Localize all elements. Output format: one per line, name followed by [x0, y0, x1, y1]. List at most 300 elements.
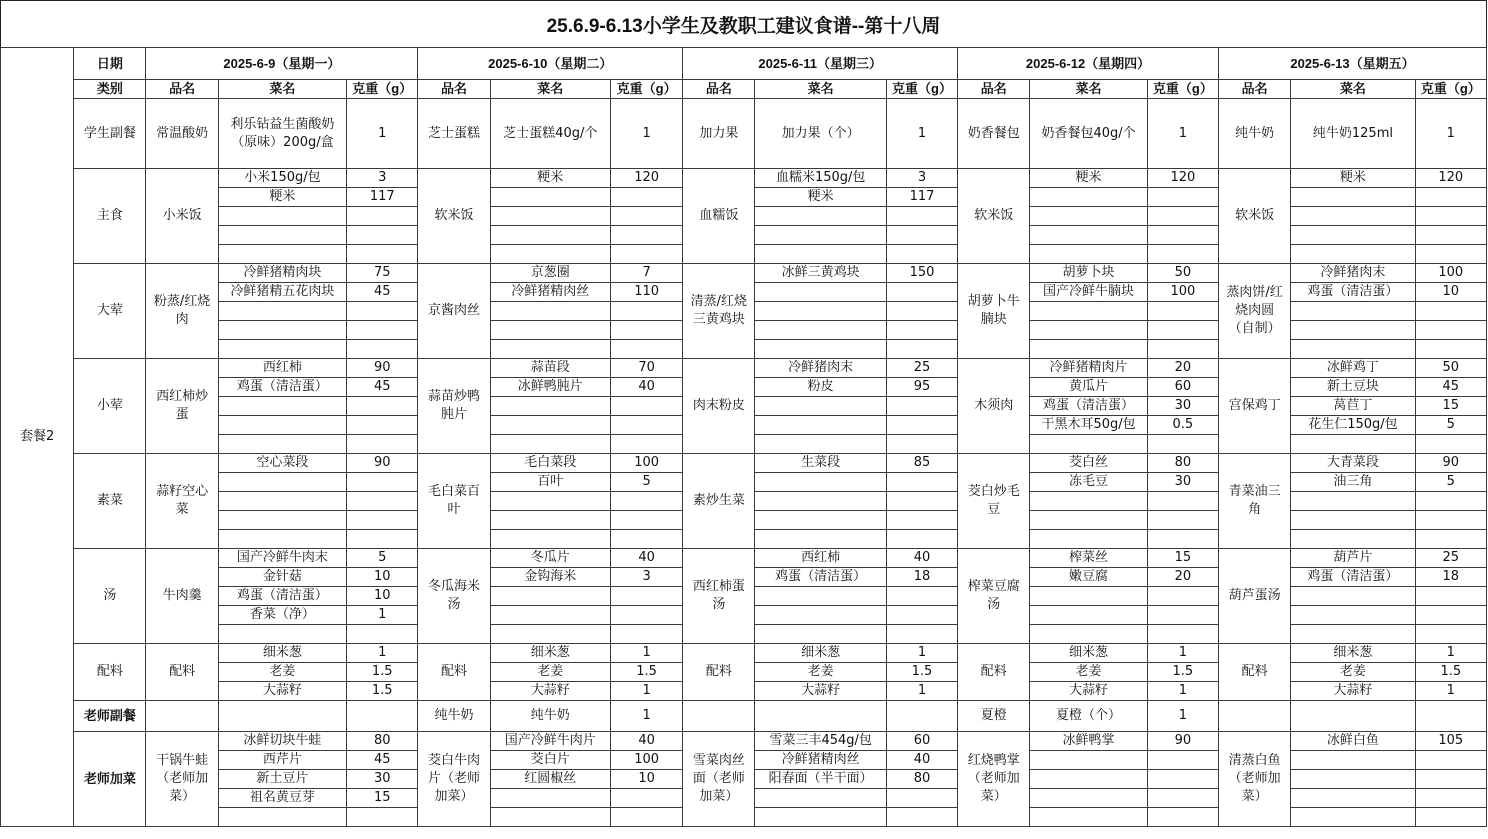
- ingredient-cell: 西红柿: [218, 359, 346, 378]
- ingredient-cell: 老姜: [1030, 663, 1147, 682]
- dish-cell: 蒜籽空心菜: [146, 454, 218, 549]
- weight-cell: [1147, 435, 1218, 454]
- ingredient-cell: 细米葱: [218, 644, 346, 663]
- weight-cell: [886, 587, 957, 606]
- weight-cell: 50: [1147, 264, 1218, 283]
- ingredient-cell: 利乐钻益生菌酸奶（原味）200g/盒: [218, 99, 346, 169]
- weight-cell: 120: [1415, 169, 1486, 188]
- ingredient-cell: 老姜: [218, 663, 346, 682]
- weight-cell: 10: [347, 568, 418, 587]
- ingredient-cell: 芝士蛋糕40g/个: [490, 99, 610, 169]
- ingredient-cell: [755, 397, 886, 416]
- weight-cell: [347, 492, 418, 511]
- weight-cell: 40: [886, 751, 957, 770]
- ingredient-cell: 细米葱: [1291, 644, 1415, 663]
- ingredient-cell: [1291, 435, 1415, 454]
- weight-cell: 10: [610, 770, 682, 789]
- ingredient-cell: [755, 492, 886, 511]
- weight-cell: [347, 302, 418, 321]
- ingredient-cell: [490, 606, 610, 625]
- weight-cell: 75: [347, 264, 418, 283]
- weight-cell: [886, 530, 957, 549]
- weight-cell: 1: [1147, 701, 1218, 732]
- ingredient-cell: [755, 435, 886, 454]
- weight-cell: [886, 789, 957, 808]
- weight-cell: [886, 435, 957, 454]
- dish-cell: 西红柿炒蛋: [146, 359, 218, 454]
- ingredient-cell: 鸡蛋（清洁蛋）: [755, 568, 886, 587]
- weight-cell: 45: [1415, 378, 1486, 397]
- weight-cell: [347, 473, 418, 492]
- weight-cell: [886, 511, 957, 530]
- ingredient-cell: [1030, 302, 1147, 321]
- ingredient-cell: 细米葱: [1030, 644, 1147, 663]
- weight-cell: 45: [347, 378, 418, 397]
- weight-cell: 1: [610, 682, 682, 701]
- weight-cell: 40: [610, 549, 682, 568]
- weight-cell: 25: [886, 359, 957, 378]
- weight-cell: [886, 808, 957, 827]
- ingredient-cell: [490, 789, 610, 808]
- ingredient-cell: [1291, 226, 1415, 245]
- ingredient-cell: [490, 587, 610, 606]
- dish-cell: 软米饭: [1218, 169, 1290, 264]
- weight-cell: 45: [347, 751, 418, 770]
- ingredient-cell: [218, 302, 346, 321]
- ingredient-cell: [1291, 511, 1415, 530]
- weight-cell: [347, 416, 418, 435]
- ingredient-cell: [755, 416, 886, 435]
- weight-cell: 1: [1147, 644, 1218, 663]
- weight-cell: [347, 207, 418, 226]
- dish-column-header: 品名: [683, 80, 755, 99]
- ingredient-cell: [218, 808, 346, 827]
- dish-cell: 清蒸白鱼（老师加菜）: [1218, 732, 1290, 827]
- ingredient-cell: 冷鲜猪精五花肉块: [218, 283, 346, 302]
- weight-cell: [1147, 226, 1218, 245]
- ingredient-cell: 金针菇: [218, 568, 346, 587]
- ingredient-cell: 鸡蛋（清洁蛋）: [1291, 568, 1415, 587]
- category-cell: 学生副餐: [74, 99, 146, 169]
- ingredient-cell: [755, 530, 886, 549]
- ingredient-cell: 冻毛豆: [1030, 473, 1147, 492]
- dish-cell: 干锅牛蛙（老师加菜）: [146, 732, 218, 827]
- weight-cell: [347, 625, 418, 644]
- ingredient-column-header: 菜名: [490, 80, 610, 99]
- ingredient-cell: [218, 321, 346, 340]
- weight-cell: [1415, 606, 1486, 625]
- table-row: [1, 454, 1487, 473]
- ingredient-cell: [755, 587, 886, 606]
- dish-cell: 软米饭: [958, 169, 1030, 264]
- weight-cell: [886, 226, 957, 245]
- ingredient-cell: 冷鲜猪精肉片: [1030, 359, 1147, 378]
- dish-cell: 西红柿蛋汤: [683, 549, 755, 644]
- ingredient-cell: 黄瓜片: [1030, 378, 1147, 397]
- table-row: [1, 549, 1487, 568]
- weight-cell: 80: [1147, 454, 1218, 473]
- ingredient-cell: 西芹片: [218, 751, 346, 770]
- weight-cell: [1147, 245, 1218, 264]
- weight-cell: [1415, 226, 1486, 245]
- weight-cell: 105: [1415, 732, 1486, 751]
- weight-cell: 7: [610, 264, 682, 283]
- weight-cell: [1415, 321, 1486, 340]
- ingredient-cell: 纯牛奶125ml: [1291, 99, 1415, 169]
- ingredient-cell: 冰鲜鸭肫片: [490, 378, 610, 397]
- ingredient-cell: 冷鲜猪精肉丝: [755, 751, 886, 770]
- date-header-row: [1, 48, 1487, 80]
- ingredient-cell: [1030, 587, 1147, 606]
- weight-cell: 3: [610, 568, 682, 587]
- dish-cell: 配料: [418, 644, 490, 701]
- ingredient-cell: 老姜: [1291, 663, 1415, 682]
- weight-cell: 3: [886, 169, 957, 188]
- ingredient-cell: [490, 397, 610, 416]
- ingredient-cell: 大蒜籽: [1291, 682, 1415, 701]
- weight-cell: [1415, 245, 1486, 264]
- ingredient-cell: [1030, 321, 1147, 340]
- ingredient-cell: 红圆椒丝: [490, 770, 610, 789]
- weight-cell: 15: [1415, 397, 1486, 416]
- ingredient-cell: 粳米: [1030, 169, 1147, 188]
- weight-cell: [1415, 340, 1486, 359]
- ingredient-cell: [1030, 245, 1147, 264]
- ingredient-cell: 粳米: [490, 169, 610, 188]
- ingredient-cell: 细米葱: [490, 644, 610, 663]
- table-row: [1, 701, 1487, 732]
- weight-cell: [610, 321, 682, 340]
- ingredient-cell: 冰鲜鸭掌: [1030, 732, 1147, 751]
- table-row: [1, 732, 1487, 751]
- weight-cell: 5: [610, 473, 682, 492]
- ingredient-cell: [218, 245, 346, 264]
- weight-cell: [347, 321, 418, 340]
- ingredient-cell: [218, 226, 346, 245]
- weight-cell: 80: [886, 770, 957, 789]
- dish-cell: 茭白炒毛豆: [958, 454, 1030, 549]
- weight-column-header: 克重（g）: [886, 80, 957, 99]
- ingredient-cell: [218, 435, 346, 454]
- weight-cell: [347, 435, 418, 454]
- dish-cell: 素炒生菜: [683, 454, 755, 549]
- ingredient-cell: [1291, 770, 1415, 789]
- dish-cell: 加力果: [683, 99, 755, 169]
- day-header: 2025-6-10（星期二）: [418, 48, 683, 80]
- weight-cell: 150: [886, 264, 957, 283]
- ingredient-cell: [490, 530, 610, 549]
- weight-cell: [1415, 207, 1486, 226]
- weight-cell: 1: [347, 606, 418, 625]
- weight-cell: 1.5: [1415, 663, 1486, 682]
- weight-cell: 0.5: [1147, 416, 1218, 435]
- ingredient-cell: [490, 416, 610, 435]
- weight-cell: [610, 492, 682, 511]
- ingredient-cell: 冬瓜片: [490, 549, 610, 568]
- ingredient-cell: [755, 473, 886, 492]
- ingredient-cell: [490, 207, 610, 226]
- weight-cell: [610, 625, 682, 644]
- ingredient-cell: 细米葱: [755, 644, 886, 663]
- ingredient-cell: [1030, 808, 1147, 827]
- ingredient-cell: [1030, 530, 1147, 549]
- ingredient-cell: 胡萝卜块: [1030, 264, 1147, 283]
- dish-cell: 配料: [146, 644, 218, 701]
- ingredient-cell: 加力果（个）: [755, 99, 886, 169]
- day-header: 2025-6-13（星期五）: [1218, 48, 1486, 80]
- ingredient-cell: [218, 473, 346, 492]
- ingredient-column-header: 菜名: [1030, 80, 1147, 99]
- ingredient-cell: 百叶: [490, 473, 610, 492]
- weight-cell: 60: [886, 732, 957, 751]
- dish-cell: 雪菜肉丝面（老师加菜）: [683, 732, 755, 827]
- ingredient-cell: 冷鲜猪肉末: [1291, 264, 1415, 283]
- weight-cell: [610, 226, 682, 245]
- weight-cell: [347, 245, 418, 264]
- category-cell: 老师副餐: [74, 701, 146, 732]
- weight-cell: 18: [886, 568, 957, 587]
- weight-cell: [886, 207, 957, 226]
- weight-cell: 3: [347, 169, 418, 188]
- ingredient-cell: 祖名黄豆芽: [218, 789, 346, 808]
- dish-cell: 红烧鸭掌（老师加菜）: [958, 732, 1030, 827]
- dish-cell: 常温酸奶: [146, 99, 218, 169]
- dish-cell: 粉蒸/红烧肉: [146, 264, 218, 359]
- weight-cell: [610, 587, 682, 606]
- table-row: [1, 264, 1487, 283]
- ingredient-cell: [1030, 188, 1147, 207]
- ingredient-cell: [755, 207, 886, 226]
- ingredient-cell: 大蒜籽: [755, 682, 886, 701]
- day-header: 2025-6-11（星期三）: [683, 48, 958, 80]
- category-cell: 素菜: [74, 454, 146, 549]
- ingredient-cell: [1291, 207, 1415, 226]
- ingredient-cell: 新土豆块: [1291, 378, 1415, 397]
- weight-cell: [886, 302, 957, 321]
- ingredient-column-header: 菜名: [1291, 80, 1415, 99]
- weight-cell: [1415, 701, 1486, 732]
- ingredient-cell: 葫芦片: [1291, 549, 1415, 568]
- weight-cell: 1: [1415, 99, 1486, 169]
- weight-cell: 40: [886, 549, 957, 568]
- weight-cell: 1: [1415, 682, 1486, 701]
- weight-cell: [1147, 606, 1218, 625]
- ingredient-cell: [1291, 587, 1415, 606]
- ingredient-cell: [490, 625, 610, 644]
- weight-cell: 30: [1147, 473, 1218, 492]
- category-cell: 配料: [74, 644, 146, 701]
- weight-cell: 100: [1147, 283, 1218, 302]
- weight-cell: 20: [1147, 568, 1218, 587]
- weight-cell: 80: [347, 732, 418, 751]
- weight-cell: 1: [886, 99, 957, 169]
- ingredient-cell: [1030, 340, 1147, 359]
- ingredient-cell: 冰鲜切块牛蛙: [218, 732, 346, 751]
- weight-cell: [1415, 302, 1486, 321]
- ingredient-cell: 油三角: [1291, 473, 1415, 492]
- ingredient-cell: 粉皮: [755, 378, 886, 397]
- weight-cell: [1147, 188, 1218, 207]
- ingredient-cell: [218, 530, 346, 549]
- ingredient-cell: [1291, 321, 1415, 340]
- dish-cell: 血糯饭: [683, 169, 755, 264]
- weight-cell: [1415, 789, 1486, 808]
- ingredient-cell: [490, 302, 610, 321]
- ingredient-cell: 茭白片: [490, 751, 610, 770]
- weight-cell: [886, 340, 957, 359]
- weight-cell: [1415, 530, 1486, 549]
- weight-cell: [886, 397, 957, 416]
- ingredient-cell: 嫩豆腐: [1030, 568, 1147, 587]
- weight-cell: 15: [1147, 549, 1218, 568]
- ingredient-cell: [218, 340, 346, 359]
- weight-cell: 5: [347, 549, 418, 568]
- ingredient-cell: 大蒜籽: [490, 682, 610, 701]
- ingredient-cell: 鸡蛋（清洁蛋）: [218, 587, 346, 606]
- weight-cell: 20: [1147, 359, 1218, 378]
- weight-cell: 1.5: [347, 663, 418, 682]
- ingredient-cell: [218, 511, 346, 530]
- weight-column-header: 克重（g）: [1147, 80, 1218, 99]
- ingredient-cell: 纯牛奶: [490, 701, 610, 732]
- ingredient-cell: 粳米: [1291, 169, 1415, 188]
- ingredient-cell: [490, 808, 610, 827]
- category-cell: 老师加菜: [74, 732, 146, 827]
- ingredient-cell: [490, 188, 610, 207]
- weight-cell: [347, 808, 418, 827]
- weight-cell: 100: [610, 751, 682, 770]
- weight-cell: 1: [1415, 644, 1486, 663]
- weight-cell: [610, 808, 682, 827]
- ingredient-cell: [1030, 435, 1147, 454]
- ingredient-cell: [1030, 207, 1147, 226]
- ingredient-cell: 国产冷鲜牛肉末: [218, 549, 346, 568]
- ingredient-cell: [1291, 302, 1415, 321]
- weight-cell: 40: [610, 732, 682, 751]
- weight-cell: 120: [1147, 169, 1218, 188]
- weight-cell: [347, 701, 418, 732]
- weight-column-header: 克重（g）: [347, 80, 418, 99]
- dish-cell: 冬瓜海米汤: [418, 549, 490, 644]
- dish-cell: 毛白菜百叶: [418, 454, 490, 549]
- ingredient-cell: [1291, 625, 1415, 644]
- weight-cell: 117: [886, 188, 957, 207]
- ingredient-cell: [1030, 226, 1147, 245]
- weight-cell: 5: [1415, 416, 1486, 435]
- dish-cell: 配料: [683, 644, 755, 701]
- ingredient-cell: [218, 397, 346, 416]
- weight-cell: 90: [1415, 454, 1486, 473]
- weight-cell: 5: [1415, 473, 1486, 492]
- weight-cell: 30: [347, 770, 418, 789]
- ingredient-cell: 新土豆片: [218, 770, 346, 789]
- weight-cell: [1147, 751, 1218, 770]
- weight-cell: [1147, 492, 1218, 511]
- dish-cell: 宫保鸡丁: [1218, 359, 1290, 454]
- weight-cell: [1147, 340, 1218, 359]
- dish-cell: 蒜苗炒鸭肫片: [418, 359, 490, 454]
- ingredient-cell: 空心菜段: [218, 454, 346, 473]
- weight-cell: 1.5: [347, 682, 418, 701]
- ingredient-cell: [755, 245, 886, 264]
- weight-cell: [610, 207, 682, 226]
- dish-cell: 配料: [1218, 644, 1290, 701]
- weight-cell: [347, 340, 418, 359]
- weight-cell: 1: [347, 99, 418, 169]
- ingredient-cell: 干黑木耳50g/包: [1030, 416, 1147, 435]
- dish-cell: 纯牛奶: [1218, 99, 1290, 169]
- weight-cell: 90: [347, 454, 418, 473]
- ingredient-cell: 金钩海米: [490, 568, 610, 587]
- weight-cell: 1: [610, 644, 682, 663]
- weight-cell: [1147, 625, 1218, 644]
- weight-cell: [886, 492, 957, 511]
- weight-cell: [886, 606, 957, 625]
- ingredient-cell: 粳米: [755, 188, 886, 207]
- weight-cell: 90: [347, 359, 418, 378]
- weight-cell: [886, 245, 957, 264]
- ingredient-cell: 冰鲜三黄鸡块: [755, 264, 886, 283]
- weight-cell: [1415, 751, 1486, 770]
- ingredient-cell: [755, 340, 886, 359]
- ingredient-cell: [218, 701, 346, 732]
- ingredient-cell: [490, 511, 610, 530]
- ingredient-cell: [490, 226, 610, 245]
- weight-cell: [610, 188, 682, 207]
- category-cell: 小荤: [74, 359, 146, 454]
- ingredient-cell: 冷鲜猪精肉丝: [490, 283, 610, 302]
- weight-cell: 1: [1147, 682, 1218, 701]
- ingredient-cell: 京葱圈: [490, 264, 610, 283]
- weight-cell: 85: [886, 454, 957, 473]
- dish-cell: [1218, 701, 1290, 732]
- ingredient-cell: 国产冷鲜牛腩块: [1030, 283, 1147, 302]
- ingredient-cell: [218, 207, 346, 226]
- ingredient-cell: [1291, 606, 1415, 625]
- weight-cell: [1147, 321, 1218, 340]
- ingredient-cell: [755, 226, 886, 245]
- ingredient-cell: [755, 808, 886, 827]
- weight-cell: 1.5: [610, 663, 682, 682]
- weight-cell: [886, 283, 957, 302]
- day-header: 2025-6-9（星期一）: [146, 48, 418, 80]
- weight-cell: 18: [1415, 568, 1486, 587]
- weight-cell: [1415, 188, 1486, 207]
- weight-cell: 1: [610, 99, 682, 169]
- ingredient-cell: [755, 789, 886, 808]
- ingredient-cell: [755, 625, 886, 644]
- weight-cell: 10: [347, 587, 418, 606]
- ingredient-cell: [1291, 789, 1415, 808]
- weight-cell: [886, 473, 957, 492]
- ingredient-cell: [490, 321, 610, 340]
- ingredient-cell: 冷鲜猪精肉块: [218, 264, 346, 283]
- weight-cell: 100: [1415, 264, 1486, 283]
- table-row: [1, 644, 1487, 663]
- ingredient-cell: [755, 321, 886, 340]
- dish-column-header: 品名: [1218, 80, 1290, 99]
- weight-cell: 120: [610, 169, 682, 188]
- ingredient-cell: [1030, 606, 1147, 625]
- ingredient-cell: 榨菜丝: [1030, 549, 1147, 568]
- weight-cell: [610, 511, 682, 530]
- category-cell: 主食: [74, 169, 146, 264]
- weight-cell: [610, 530, 682, 549]
- ingredient-cell: 大蒜籽: [218, 682, 346, 701]
- category-cell: 汤: [74, 549, 146, 644]
- ingredient-cell: [1030, 751, 1147, 770]
- weight-cell: [347, 226, 418, 245]
